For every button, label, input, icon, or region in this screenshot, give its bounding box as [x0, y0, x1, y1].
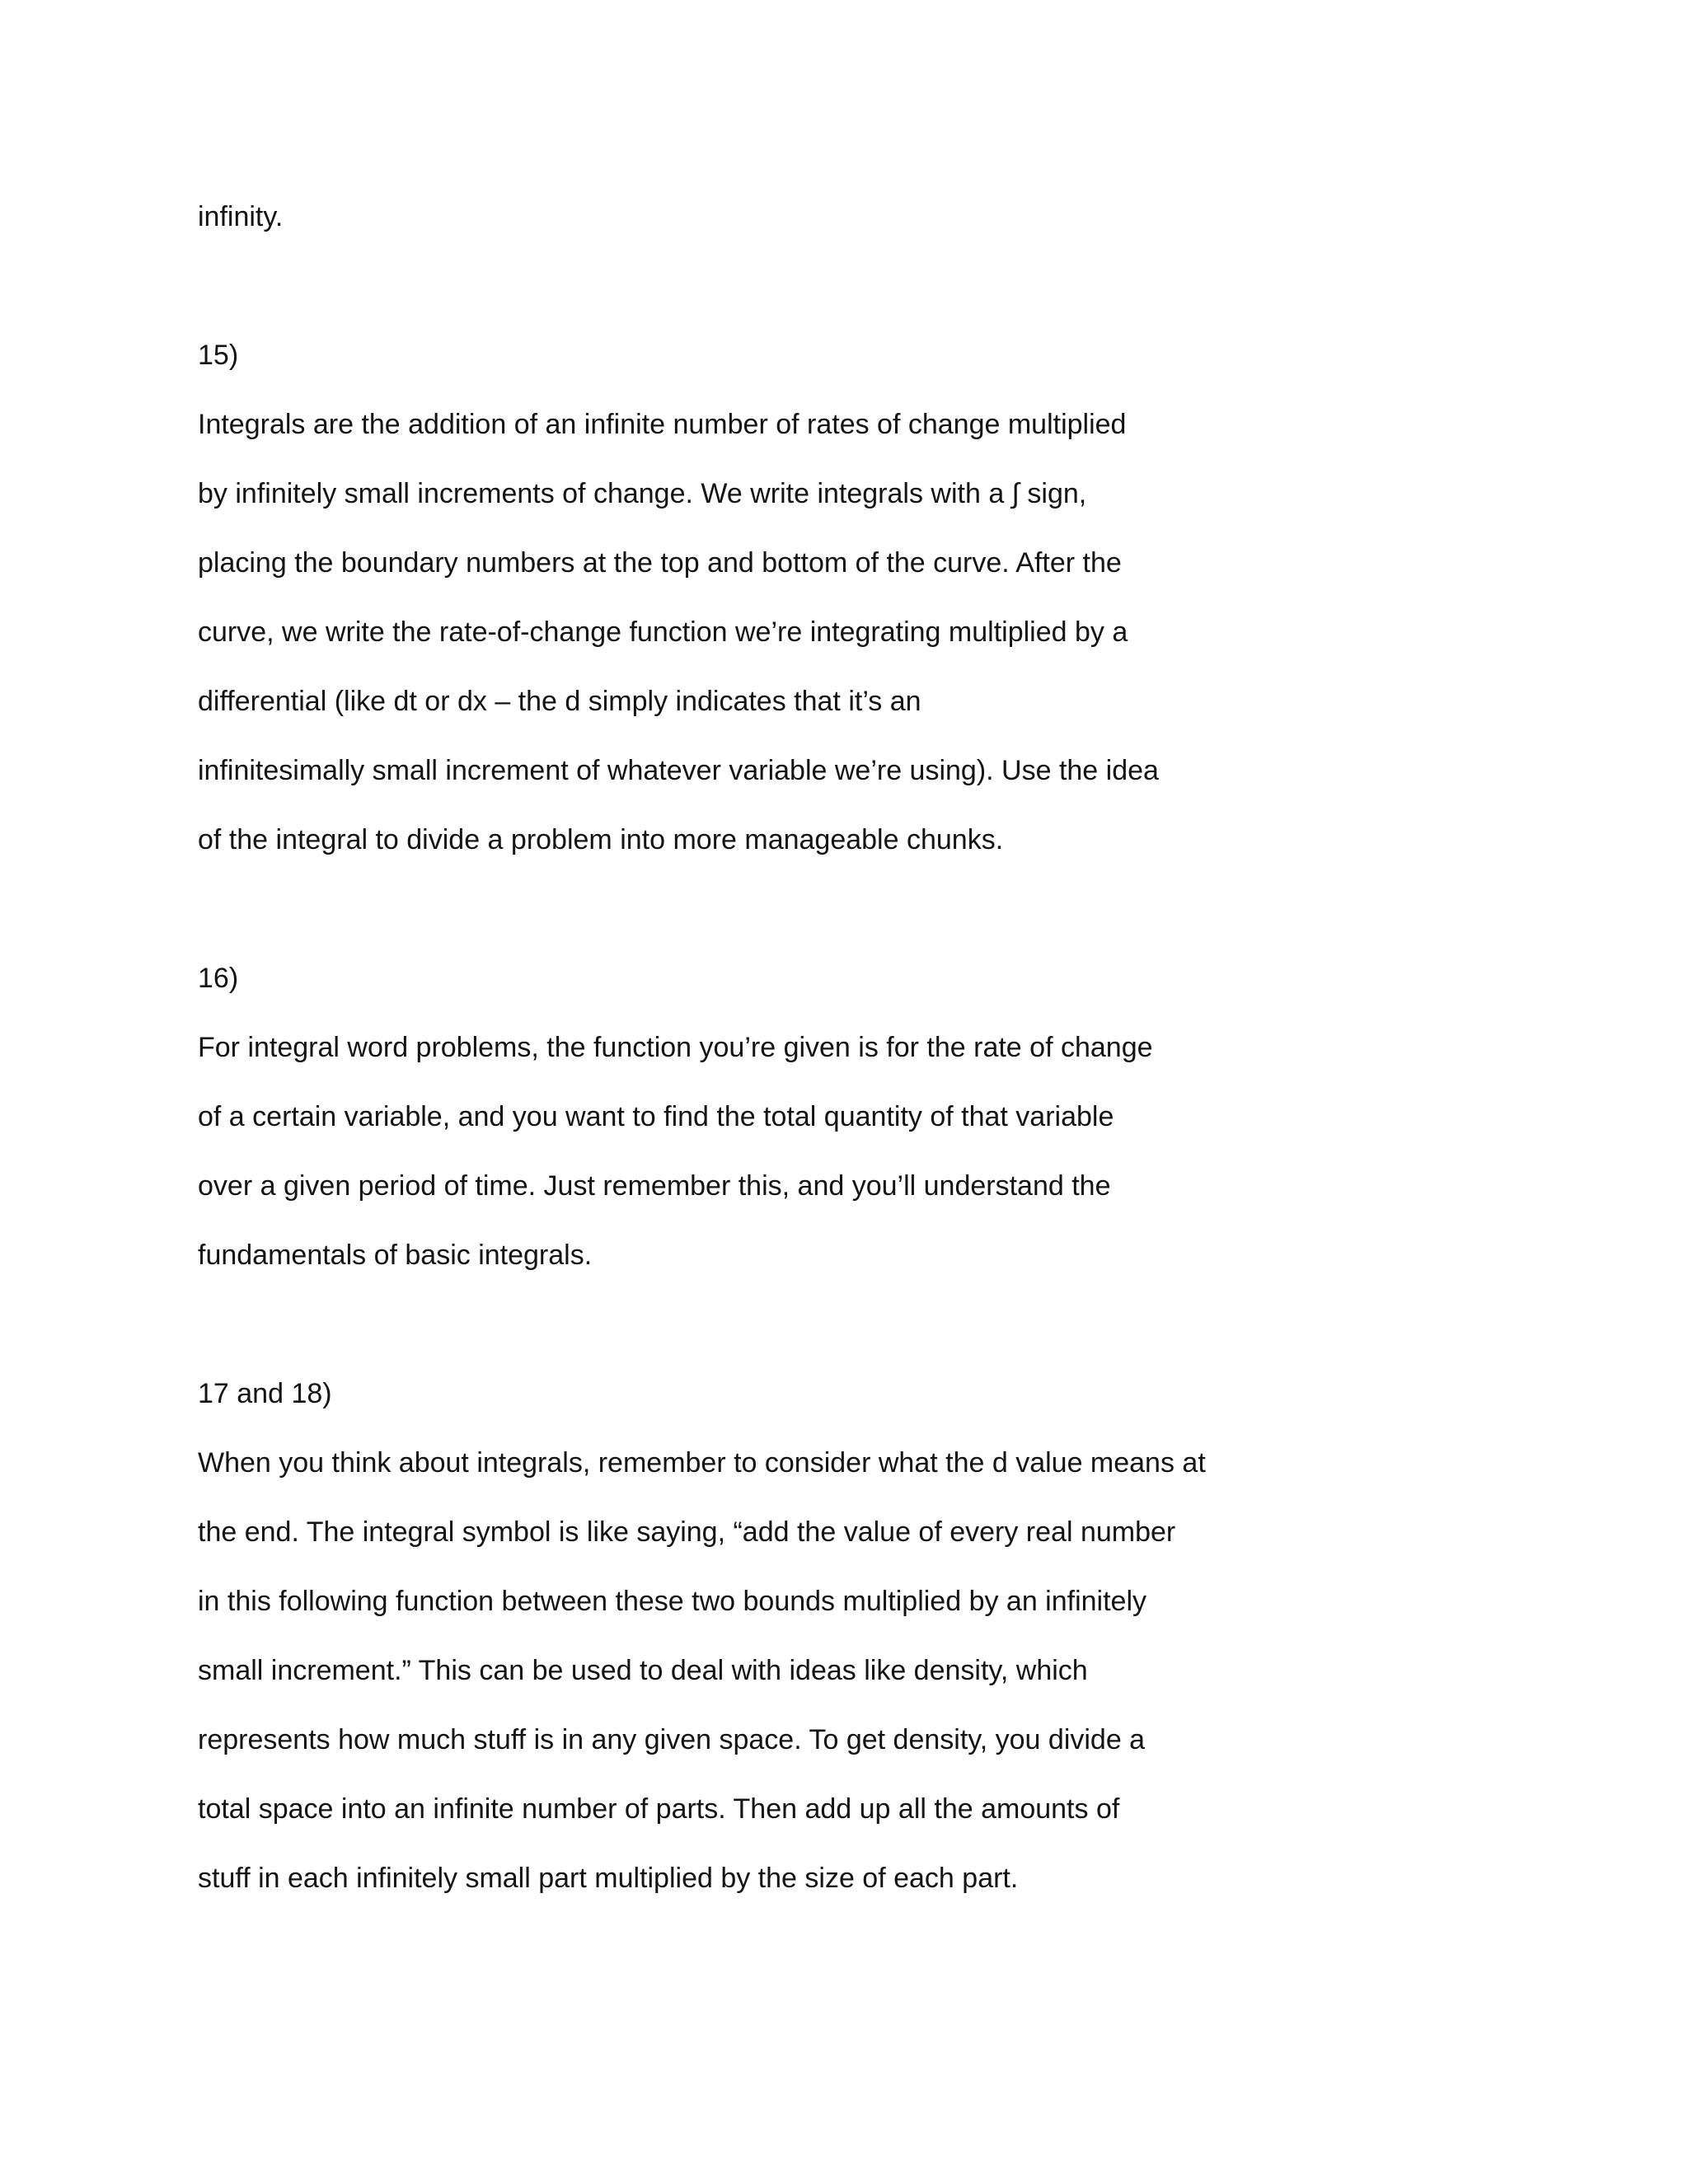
section-heading-17-18: 17 and 18): [198, 1378, 332, 1409]
continuation-text: infinity.: [198, 201, 284, 232]
section-16-line: For integral word problems, the function you’re given is for the rate of change: [198, 1032, 1153, 1063]
section-15-line: curve, we write the rate-of-change function we’re integrating multiplied by a: [198, 616, 1128, 648]
section-15-line: differential (like dt or dx – the d simply indicates that it’s an: [198, 686, 921, 717]
section-15-line: by infinitely small increments of change. We write integrals with a ∫ sign,: [198, 478, 1087, 509]
section-16-line: fundamentals of basic integrals.: [198, 1240, 593, 1271]
section-15-line: infinitesimally small increment of whatever variable we’re using). Use the idea: [198, 755, 1159, 786]
section-17-18-line: stuff in each infinitely small part multiplied by the size of each part.: [198, 1863, 1019, 1894]
section-17-18-line: total space into an infinite number of parts. Then add up all the amounts of: [198, 1793, 1120, 1825]
section-15-line: of the integral to divide a problem into more manageable chunks.: [198, 824, 1004, 855]
section-15-line: placing the boundary numbers at the top and bottom of the curve. After the: [198, 547, 1122, 579]
section-17-18-line: small increment.” This can be used to deal with ideas like density, which: [198, 1655, 1088, 1686]
section-17-18-line: represents how much stuff is in any given space. To get density, you divide a: [198, 1724, 1146, 1755]
section-17-18-line: in this following function between these two bounds multiplied by an infinitely: [198, 1586, 1147, 1617]
section-15-line: Integrals are the addition of an infinite number of rates of change multiplied: [198, 409, 1127, 440]
section-heading-15: 15): [198, 340, 239, 371]
section-16-line: of a certain variable, and you want to find the total quantity of that variable: [198, 1101, 1114, 1132]
section-heading-16: 16): [198, 963, 239, 994]
section-16-line: over a given period of time. Just remember this, and you’ll understand the: [198, 1170, 1111, 1202]
section-17-18-line: When you think about integrals, remember to consider what the d value means at: [198, 1447, 1206, 1479]
section-17-18-line: the end. The integral symbol is like saying, “add the value of every real number: [198, 1516, 1176, 1548]
